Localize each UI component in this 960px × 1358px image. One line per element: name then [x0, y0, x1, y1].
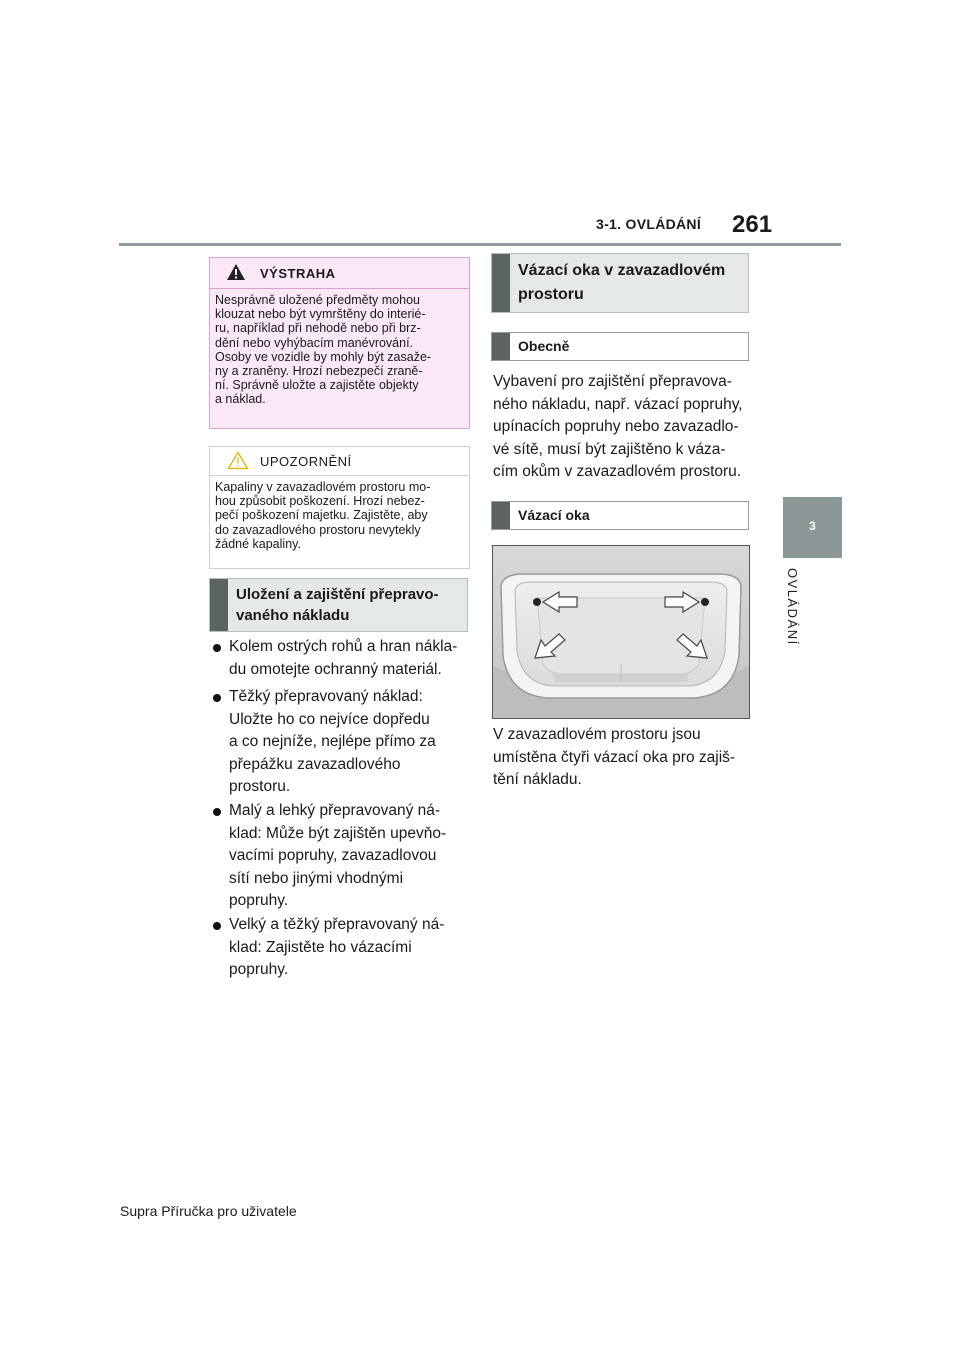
- notice-header: [210, 447, 469, 476]
- list-item-line: prostoru.: [229, 778, 291, 796]
- list-item-line: du omotejte ochranný materiál.: [229, 660, 442, 678]
- list-item-line: vacími popruhy, zavazadlovou: [229, 847, 437, 865]
- subheading-tiedowns: [491, 501, 749, 530]
- list-item: [213, 914, 468, 982]
- paragraph-line: cím okům v zavazadlovém prostoru.: [493, 463, 742, 481]
- list-item-line: Uložte ho co nejvíce dopředu: [229, 710, 430, 728]
- bullet-icon: [213, 644, 221, 652]
- chapter-number: 3: [809, 519, 816, 533]
- subheading-title: Vázací oka: [518, 507, 590, 523]
- warning-line: dění nebo vyhýbacím manévrování.: [215, 335, 414, 350]
- notice-title: UPOZORNĚNÍ: [260, 454, 352, 469]
- list-item-line: přepážku zavazadlového: [229, 755, 401, 773]
- warning-box: [209, 257, 470, 429]
- paragraph: [493, 724, 755, 792]
- bullet-icon: [213, 808, 221, 816]
- paragraph-line: vé sítě, musí být zajištěno k váza-: [493, 440, 726, 458]
- section-heading-tiedowns: [491, 253, 749, 313]
- header-rule: [119, 243, 841, 246]
- caution-triangle-icon: [227, 451, 249, 470]
- heading-bar: [492, 502, 510, 529]
- chapter-tab: [783, 497, 842, 558]
- chapter-label: OVLÁDÁNÍ: [785, 568, 800, 646]
- heading-bar: [492, 254, 510, 312]
- warning-text: [210, 289, 469, 407]
- bullet-icon: [213, 922, 221, 930]
- notice-line: do zavazadlového prostoru nevytekly: [215, 522, 421, 537]
- heading-line: vaného nákladu: [236, 607, 350, 624]
- warning-line: a náklad.: [215, 392, 266, 407]
- warning-header: [210, 258, 469, 289]
- notice-line: hou způsobit poškození. Hrozí nebez-: [215, 494, 425, 509]
- page-number: 261: [732, 211, 773, 238]
- paragraph-line: upínacích popruhy nebo zavazadlo-: [493, 418, 739, 436]
- warning-triangle-icon: [226, 263, 246, 281]
- list-item: [213, 636, 468, 681]
- section-title: 3-1. OVLÁDÁNÍ: [596, 216, 702, 232]
- list-item-line: popruhy.: [229, 892, 289, 910]
- notice-line: Kapaliny v zavazadlovém prostoru mo-: [215, 480, 431, 494]
- list-item-line: sítí nebo jinými vhodnými: [229, 869, 404, 887]
- heading-line: Vázací oka v zavazadlovém: [518, 262, 726, 279]
- paragraph-line: V zavazadlovém prostoru jsou: [493, 726, 701, 743]
- subheading-title: Obecně: [518, 338, 570, 354]
- notice-text: [210, 476, 469, 551]
- warning-line: ní. Správně uložte a zajistěte objekty: [215, 378, 419, 393]
- list-item-line: klad: Může být zajištěn upevňo-: [229, 824, 447, 842]
- warning-line: Osoby ve vozidle by mohly být zasaže-: [215, 349, 432, 364]
- list-item-line: Kolem ostrých rohů a hran nákla-: [229, 638, 458, 655]
- warning-line: Nesprávně uložené předměty mohou: [215, 293, 420, 307]
- bullet-icon: [213, 694, 221, 702]
- list-item-line: a co nejníže, nejlépe přímo za: [229, 733, 436, 751]
- heading-line: prostoru: [518, 286, 584, 303]
- section-heading-cargo: [209, 578, 468, 632]
- list-item-line: Malý a lehký přepravovaný ná-: [229, 802, 441, 819]
- list-item-line: Těžký přepravovaný náklad:: [229, 688, 423, 705]
- trunk-illustration: [492, 545, 750, 719]
- heading-bar: [210, 579, 228, 631]
- footer-text: Supra Příručka pro uživatele: [120, 1203, 297, 1219]
- list-item-line: popruhy.: [229, 961, 289, 979]
- paragraph-line: tění nákladu.: [493, 771, 582, 789]
- paragraph-line: Vybavení pro zajištění přepravova-: [493, 373, 732, 390]
- notice-line: pečí poškození majetku. Zajistěte, aby: [215, 508, 428, 523]
- notice-box: [209, 446, 470, 569]
- paragraph: [493, 371, 755, 484]
- paragraph-line: ného nákladu, např. vázací popruhy,: [493, 395, 743, 413]
- list-item: [213, 800, 468, 913]
- heading-bar: [492, 333, 510, 360]
- warning-title: VÝSTRAHA: [260, 266, 336, 281]
- trunk-drawing: [493, 546, 749, 718]
- warning-line: ru, například při nehodě nebo při brz-: [215, 321, 421, 336]
- list-item: [213, 686, 468, 799]
- notice-line: žádné kapaliny.: [215, 536, 301, 551]
- subheading-general: [491, 332, 749, 361]
- heading-line: Uložení a zajištění přepravo-: [236, 586, 439, 603]
- list-item-line: Velký a těžký přepravovaný ná-: [229, 916, 445, 933]
- paragraph-line: umístěna čtyři vázací oka pro zajiš-: [493, 748, 736, 766]
- warning-line: ny a zraněny. Hrozí nebezpečí zraně-: [215, 364, 423, 379]
- list-item-line: klad: Zajistěte ho vázacími: [229, 938, 412, 956]
- warning-line: klouzat nebo být vymrštěny do interié-: [215, 307, 426, 322]
